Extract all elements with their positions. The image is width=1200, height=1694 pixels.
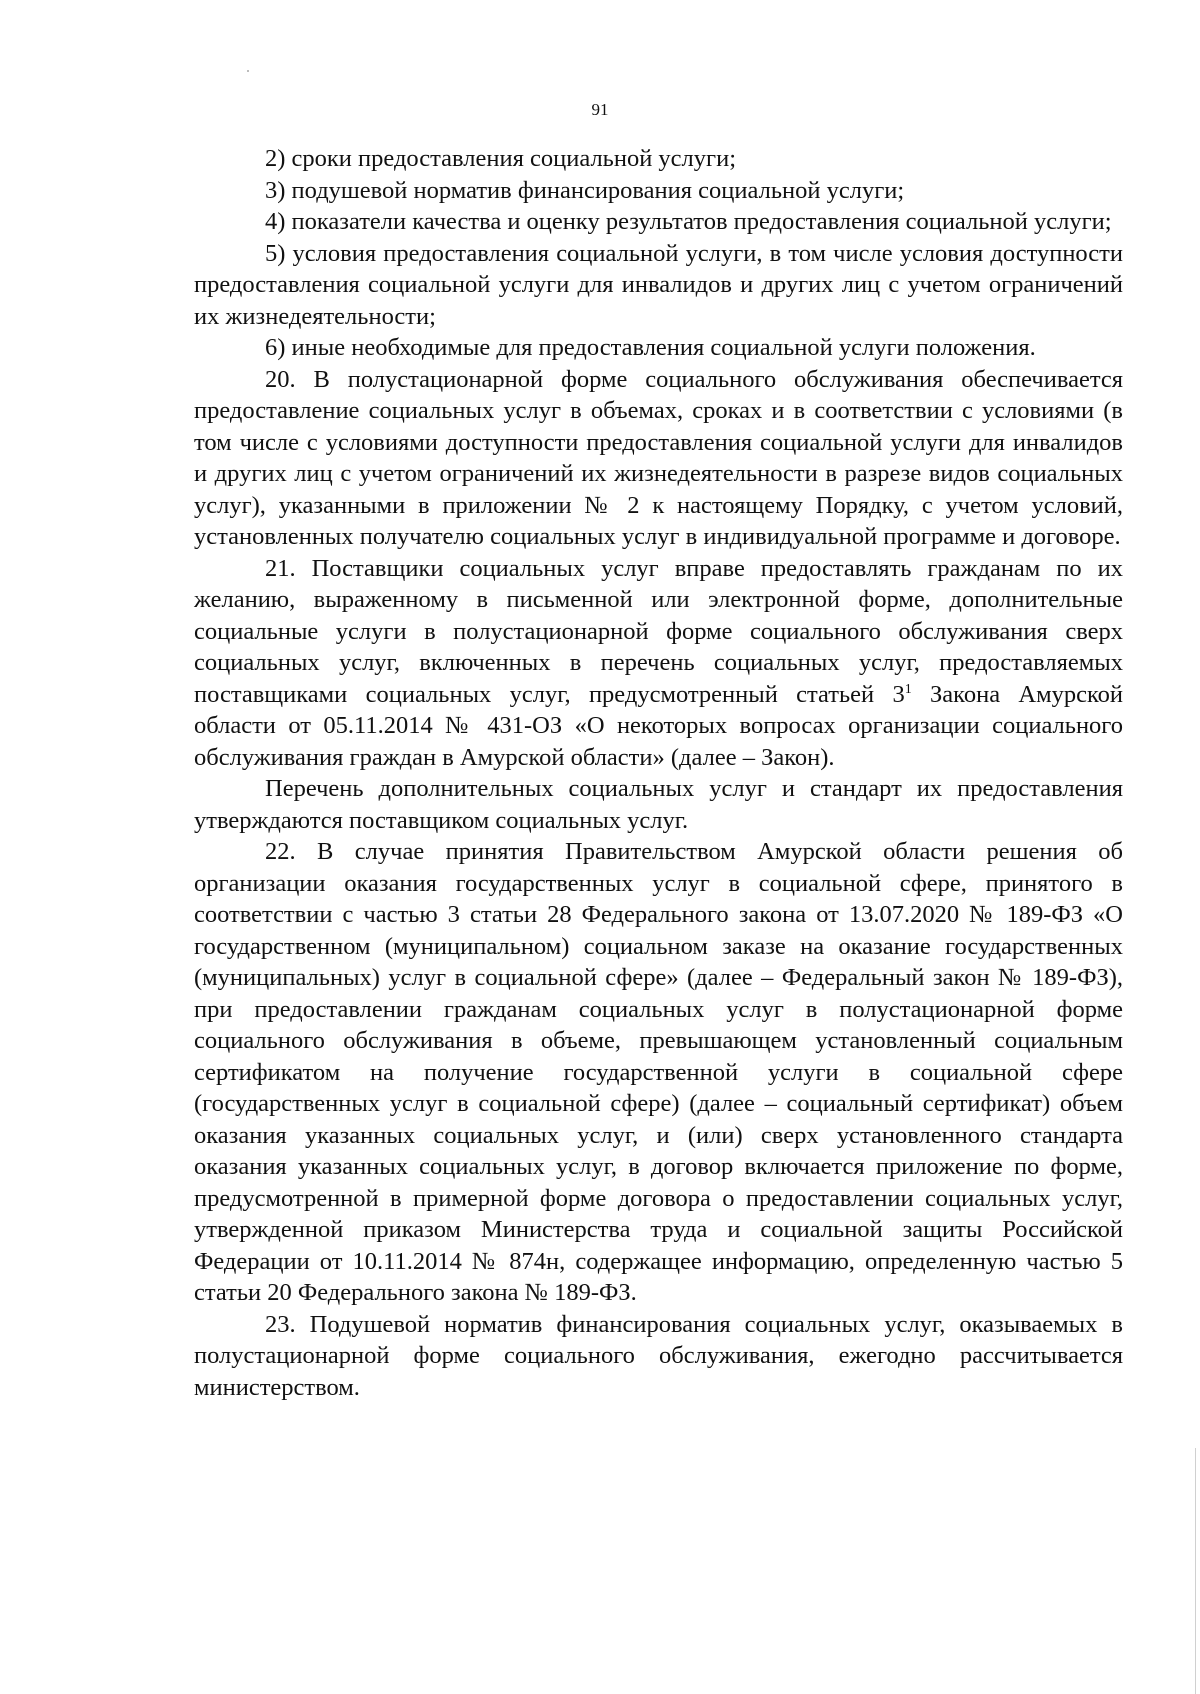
paragraph-text: 23. Подушевой норматив финансирования социальных услуг, оказываемых в полустационарной форме социального обслуживания, ежегодно рассчитывается министерством. bbox=[194, 1310, 1123, 1401]
paragraph-text: 4) показатели качества и оценку результатов предоставления социальной услуги; bbox=[265, 208, 1112, 235]
paragraph-text: 2) сроки предоставления социальной услуги; bbox=[265, 145, 737, 172]
paragraph-text: 3) подушевой норматив финансирования социальной услуги; bbox=[265, 176, 905, 204]
item-6-paragraph bbox=[194, 332, 1123, 364]
scan-speck bbox=[247, 70, 249, 72]
scan-edge-line bbox=[1195, 1448, 1196, 1694]
item-4-paragraph bbox=[194, 206, 1123, 238]
additional-services-paragraph bbox=[194, 773, 1123, 836]
item-5-paragraph bbox=[194, 238, 1123, 333]
paragraph-text: 6) иные необходимые для предоставления социальной услуги положения. bbox=[265, 334, 1036, 361]
paragraph-text: 22. В случае принятия Правительством Амурской области решения об организации оказания государственных услуг в социальной сфере, принятого в соответствии с частью 3 статьи 28 Федерального закона от 13.07.2020 № 189-ФЗ «О государственном (муниципальном) социальном заказе на оказание государственных (муниципальных) услуг в социальной сфере» (далее – Федеральный закон № 189-ФЗ), при предоставлении гражданам социальных услуг в полустационарной форме социального обслуживания в объеме, превышающем установленный социальным сертификатом на получение государственной услуги в социальной сфере (государственных услуг в социальной сфере) (далее – социальный сертификат) объем оказания указанных социальных услуг, и (или) сверх установленного стандарта оказания указанных социальных услуг, в договор включается приложение по форме, предусмотренной в примерной форме договора о предоставлении социальных услуг, утвержденной приказом Министерства труда и социальной защиты Российской Федерации от 10.11.2014 № 874н, содержащее информацию, определенную частью 5 статьи 20 Федерального закона № 189-ФЗ. bbox=[194, 838, 1123, 1306]
document-body bbox=[194, 143, 1123, 1403]
page-number: 91 bbox=[591, 100, 609, 119]
clause-22-paragraph bbox=[194, 836, 1123, 1309]
paragraph-text-continued: Закона Амурской области от 05.11.2014 № 431-ОЗ «О некоторых вопросах организации социального обслуживания граждан в Амурской области» (далее – Закон). bbox=[194, 680, 1123, 771]
paragraph-text: 21. Поставщики социальных услуг вправе предоставлять гражданам по их желанию, выраженному в письменной или электронной форме, дополнительные социальные услуги в полустационарной форме социального обслуживания сверх социальных услуг, включенных в перечень социальных услуг, предоставляемых поставщиками социальных услуг, предусмотренный статьей 3 bbox=[194, 554, 1123, 708]
item-2-paragraph bbox=[194, 143, 1123, 175]
item-3-paragraph bbox=[194, 175, 1123, 207]
clause-23-paragraph bbox=[194, 1309, 1123, 1404]
paragraph-text: 5) условия предоставления социальной услуги, в том числе условия доступности предоставления социальной услуги для инвалидов и других лиц с учетом ограничений их жизнедеятельности; bbox=[194, 239, 1123, 330]
clause-20-paragraph bbox=[194, 364, 1123, 553]
article-superscript: 1 bbox=[904, 681, 912, 697]
paragraph-text: 20. В полустационарной форме социального обслуживания обеспечивается предоставление социальных услуг в объемах, сроках и в соответствии с условиями (в том числе с условиями доступности предоставления социальной услуги для инвалидов и других лиц с учетом ограничений их жизнедеятельности в разрезе видов социальных услуг), указанными в приложении № 2 к настоящему Порядку, с учетом условий, установленных получателю социальных услуг в индивидуальной программе и договоре. bbox=[194, 365, 1123, 550]
paragraph-text: Перечень дополнительных социальных услуг и стандарт их предоставления утверждаются поставщиком социальных услуг. bbox=[194, 775, 1123, 834]
clause-21-paragraph bbox=[194, 553, 1123, 774]
